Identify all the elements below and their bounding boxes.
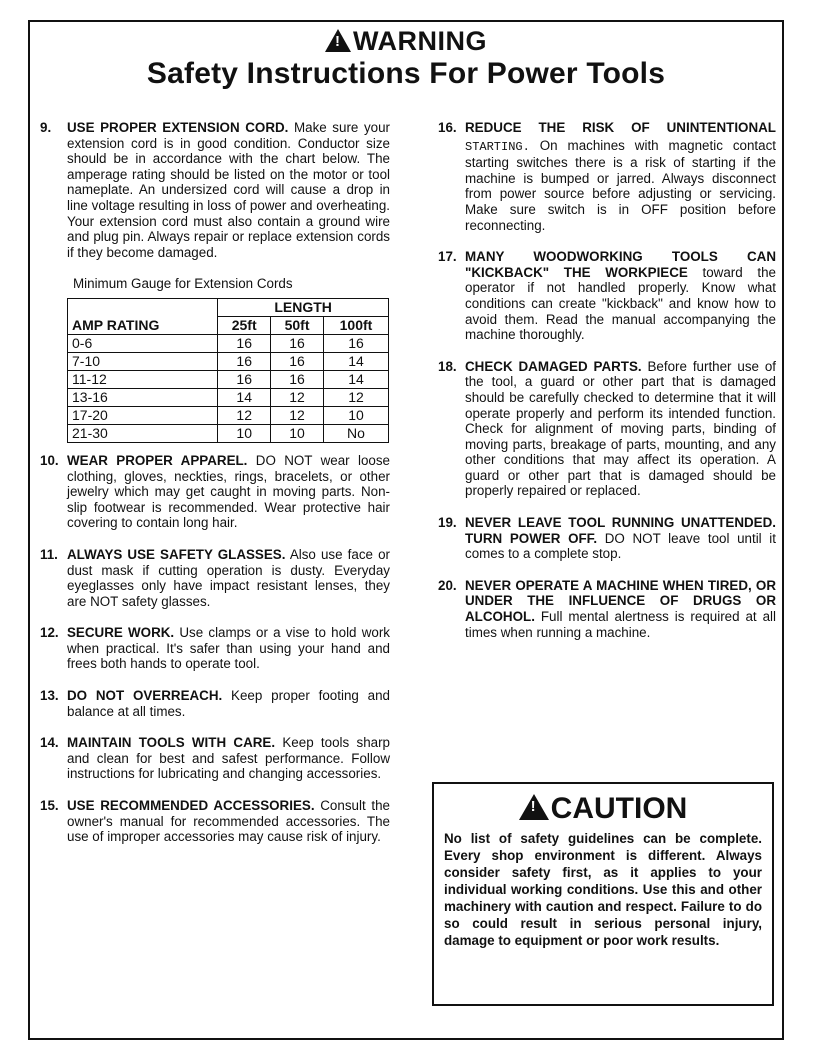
table-header-row bbox=[68, 298, 389, 316]
item-body: Before further use of the tool, a guard or other part that is damaged should be carefully checked to determine that it will operate properly and perform its intended function. Check for alignment of moving parts, binding of moving parts, breakage of parts, mounting, and any other conditions that may affect its operation. A guard or other part that is damaged should be properly repaired or replaced. bbox=[465, 358, 776, 499]
item-heading: DO NOT OVERREACH. bbox=[67, 688, 223, 704]
safety-item-18 bbox=[438, 359, 776, 499]
item-body: toward the operator if not handled properly. Know what conditions can create "kickback" and know how to avoid them. Read the manual accompanying the machine thoroughly. bbox=[465, 264, 776, 343]
caution-text: No list of safety guidelines can be complete. Every shop environment is different. Always consider safety first, as it applies to your individual working conditions. Use this and other machinery with caution and respect. Failure to do so could result in serious personal injury, damage to equipment or poor work results. bbox=[444, 831, 762, 948]
item-heading: MAINTAIN TOOLS WITH CARE. bbox=[67, 735, 276, 751]
item-number: 9. bbox=[40, 120, 52, 135]
safety-item-11 bbox=[40, 547, 390, 609]
item-number: 20. bbox=[438, 577, 457, 593]
table-row bbox=[68, 388, 389, 406]
item-heading-mono: STARTING. bbox=[465, 139, 530, 154]
item-number: 16. bbox=[438, 120, 457, 135]
gauge-cell: 16 bbox=[323, 334, 388, 352]
item-number: 18. bbox=[438, 358, 457, 374]
table-header-row bbox=[68, 316, 389, 334]
safety-item-10 bbox=[40, 453, 390, 531]
table-corner-cell bbox=[68, 298, 218, 316]
safety-item-20 bbox=[438, 578, 776, 640]
page-frame bbox=[28, 20, 784, 1040]
gauge-cell: 16 bbox=[271, 334, 324, 352]
extension-cord-gauge-table bbox=[67, 298, 389, 443]
item-body: Use clamps or a vise to hold work when practical. It's safer than using your hand and frees both hands to operate tool. bbox=[67, 625, 390, 672]
caution-label: CAUTION bbox=[550, 792, 688, 825]
item-heading: USE RECOMMENDED ACCESSORIES. bbox=[67, 798, 315, 814]
gauge-cell: 16 bbox=[271, 370, 324, 388]
gauge-cell: 16 bbox=[218, 352, 271, 370]
item-body: Keep tools sharp and clean for best and safest performance. Follow instructions for lubricating and changing accessories. bbox=[67, 735, 390, 782]
left-column bbox=[40, 120, 390, 861]
gauge-cell: 14 bbox=[323, 352, 388, 370]
warning-heading bbox=[30, 26, 782, 56]
gauge-cell: 16 bbox=[271, 352, 324, 370]
safety-item-17 bbox=[438, 249, 776, 343]
safety-item-14 bbox=[40, 735, 390, 782]
safety-item-9 bbox=[40, 120, 390, 260]
item-body: Make sure your extension cord is in good condition. Conductor size should be in accordance with the chart below. The amperage rating should be listed on the motor or tool nameplate. An undersized cord will cause a drop in line voltage resulting in loss of power and overheating. Your extension cord must also contain a ground wire and plug pin. Always repair or replace extension cords if they become damaged. bbox=[67, 120, 390, 260]
length-header: 50ft bbox=[271, 316, 324, 334]
gauge-cell: 14 bbox=[323, 370, 388, 388]
gauge-cell: 12 bbox=[271, 406, 324, 424]
safety-item-19 bbox=[438, 515, 776, 562]
item-heading: MANY WOODWORKING TOOLS CAN "KICKBACK" THE WORKPIECE bbox=[465, 249, 776, 280]
amp-cell: 21-30 bbox=[68, 424, 218, 442]
page-title: Safety Instructions For Power Tools bbox=[146, 57, 666, 90]
amp-cell: 17-20 bbox=[68, 406, 218, 424]
amp-cell: 0-6 bbox=[68, 334, 218, 352]
table-row bbox=[68, 406, 389, 424]
item-body: DO NOT wear loose clothing, gloves, neckties, rings, bracelets, or other jewelry which may get caught in moving parts. Non-slip footwear is recommended. Wear protective hair covering to contain long hair. bbox=[67, 452, 390, 531]
gauge-cell: 16 bbox=[218, 334, 271, 352]
item-number: 12. bbox=[40, 625, 59, 641]
gauge-cell: 12 bbox=[218, 406, 271, 424]
length-group-header: LENGTH bbox=[218, 298, 389, 316]
item-heading: SECURE WORK. bbox=[67, 625, 175, 641]
table-row bbox=[68, 370, 389, 388]
item-body: Keep proper footing and balance at all times. bbox=[67, 688, 390, 719]
item-number: 10. bbox=[40, 452, 59, 468]
amp-cell: 7-10 bbox=[68, 352, 218, 370]
item-number: 19. bbox=[438, 515, 457, 531]
amp-rating-header: AMP RATING bbox=[68, 316, 218, 334]
item-number: 15. bbox=[40, 798, 59, 814]
gauge-cell: 10 bbox=[218, 424, 271, 442]
item-heading: NEVER OPERATE A MACHINE WHEN TIRED, OR UNDER THE INFLUENCE OF DRUGS OR ALCOHOL. bbox=[465, 577, 776, 625]
safety-item-16 bbox=[438, 120, 776, 233]
item-body: Full mental alertness is required at all times when running a machine. bbox=[465, 609, 776, 640]
gauge-cell: 16 bbox=[218, 370, 271, 388]
item-number: 14. bbox=[40, 735, 59, 751]
gauge-cell: 10 bbox=[271, 424, 324, 442]
gauge-cell: 14 bbox=[218, 388, 271, 406]
item-number: 17. bbox=[438, 249, 457, 265]
item-body: Also use face or dust mask if cutting operation is dusty. Everyday eyeglasses only have impact resistant lenses, they are NOT safety glasses. bbox=[67, 546, 390, 609]
item-heading: ALWAYS USE SAFETY GLASSES. bbox=[67, 546, 286, 562]
item-heading: USE PROPER EXTENSION CORD. bbox=[67, 120, 289, 135]
gauge-cell: 12 bbox=[271, 388, 324, 406]
caution-triangle-icon bbox=[519, 794, 549, 820]
item-heading: CHECK DAMAGED PARTS. bbox=[465, 358, 642, 374]
amp-cell: 13-16 bbox=[68, 388, 218, 406]
gauge-cell: 12 bbox=[323, 388, 388, 406]
table-row bbox=[68, 334, 389, 352]
caution-box bbox=[432, 782, 774, 1006]
safety-item-15 bbox=[40, 798, 390, 845]
table-caption: Minimum Gauge for Extension Cords bbox=[73, 276, 293, 292]
item-heading: NEVER LEAVE TOOL RUNNING UNATTENDED. TURN POWER OFF. bbox=[465, 515, 776, 546]
item-heading: REDUCE THE RISK OF UNINTENTIONAL bbox=[465, 120, 776, 135]
item-body: DO NOT leave tool until it comes to a complete stop. bbox=[465, 530, 777, 562]
right-column bbox=[438, 120, 776, 656]
gauge-cell: 10 bbox=[323, 406, 388, 424]
caution-heading bbox=[444, 792, 762, 826]
length-header: 100ft bbox=[323, 316, 388, 334]
safety-item-13 bbox=[40, 688, 390, 719]
length-header: 25ft bbox=[218, 316, 271, 334]
warning-label: WARNING bbox=[353, 26, 487, 56]
item-number: 11. bbox=[40, 546, 58, 562]
warning-triangle-icon bbox=[325, 29, 351, 52]
gauge-cell: No bbox=[323, 424, 388, 442]
amp-cell: 11-12 bbox=[68, 370, 218, 388]
item-number: 13. bbox=[40, 688, 59, 704]
item-body: Consult the owner's manual for recommended accessories. The use of improper accessories may cause risk of injury. bbox=[67, 798, 390, 845]
safety-item-12 bbox=[40, 625, 390, 672]
page-header bbox=[30, 26, 782, 92]
table-row bbox=[68, 352, 389, 370]
item-body: On machines with magnetic contact starting switches there is a risk of starting if the machine is bumped or jarred. Always disconnect from power source before adjusting or servicing. Make sure switch is in OFF position before reconnecting. bbox=[465, 137, 776, 233]
table-row bbox=[68, 424, 389, 442]
item-heading: WEAR PROPER APPAREL. bbox=[67, 452, 248, 468]
